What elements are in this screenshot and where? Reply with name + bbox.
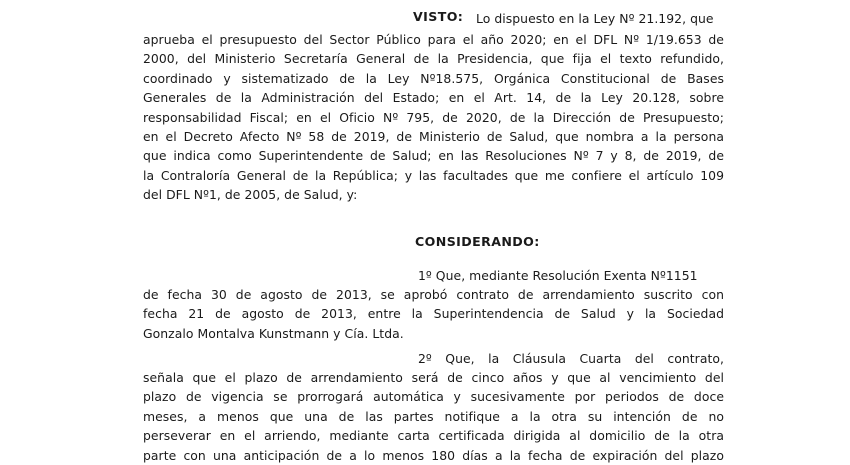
visto-line: aprueba el presupuesto del Sector Público para el año 2020; en el DFL Nº 1/19.653 de [143,32,724,47]
visto-heading: VISTO: [413,9,464,24]
visto-line: que indica como Superintendente de Salud; en las Resoluciones Nº 7 y 8, de 2019, de [143,148,724,164]
item2-line: señala que el plazo de arrendamiento será de cinco años y que al vencimiento del [143,370,724,385]
item1-line: Gonzalo Montalva Kunstmann y Cía. Ltda. [143,325,404,341]
visto-line: Generales de la Administración del Estado; en el Art. 14, de la Ley 20.128, sobre [143,90,724,106]
visto-line: 2000, del Ministerio Secretaría General de la Presidencia, que fija el texto refundido, [143,51,724,67]
considerando-heading: CONSIDERANDO: [415,234,540,249]
visto-line: responsabilidad Fiscal; en el Oficio Nº 795, de 2020, de la Dirección de Presupuesto; [143,109,724,125]
item1-line: fecha 21 de agosto de 2013, entre la Superintendencia de Salud y la Sociedad [143,306,724,322]
visto-line: en el Decreto Afecto Nº 58 de 2019, de Ministerio de Salud, que nombra a la persona [143,128,724,144]
visto-line: Lo dispuesto en la Ley Nº 21.192, que [476,11,714,26]
item1-line: de fecha 30 de agosto de 2013, se aprobó contrato de arrendamiento suscrito con [143,287,724,302]
visto-paragraph [143,30,724,205]
visto-line: coordinado y sistematizado de la Ley Nº18.575, Orgánica Constitucional de Bases [143,70,724,86]
visto-line: del DFL Nº1, de 2005, de Salud, y: [143,187,358,203]
item2-line: meses, a menos que una de las partes notifique a la otra su intención de no [143,408,724,424]
item2-line: plazo de vigencia se prorrogará automática y sucesivamente por periodos de doce [143,389,724,405]
item2-line: 2º Que, la Cláusula Cuarta del contrato, [418,351,724,366]
item2-paragraph [143,368,724,465]
item1-line: 1º Que, mediante Resolución Exenta Nº1151 [418,268,698,283]
item2-line: parte con una anticipación de a lo menos 180 días a la fecha de expiración del plazo [143,447,724,463]
item1-paragraph [143,285,724,343]
visto-line: la Contraloría General de la República; y las facultades que me confiere el artículo 109 [143,167,724,183]
item2-line: perseverar en el arriendo, mediante carta certificada dirigida al domicilio de la otra [143,428,724,444]
